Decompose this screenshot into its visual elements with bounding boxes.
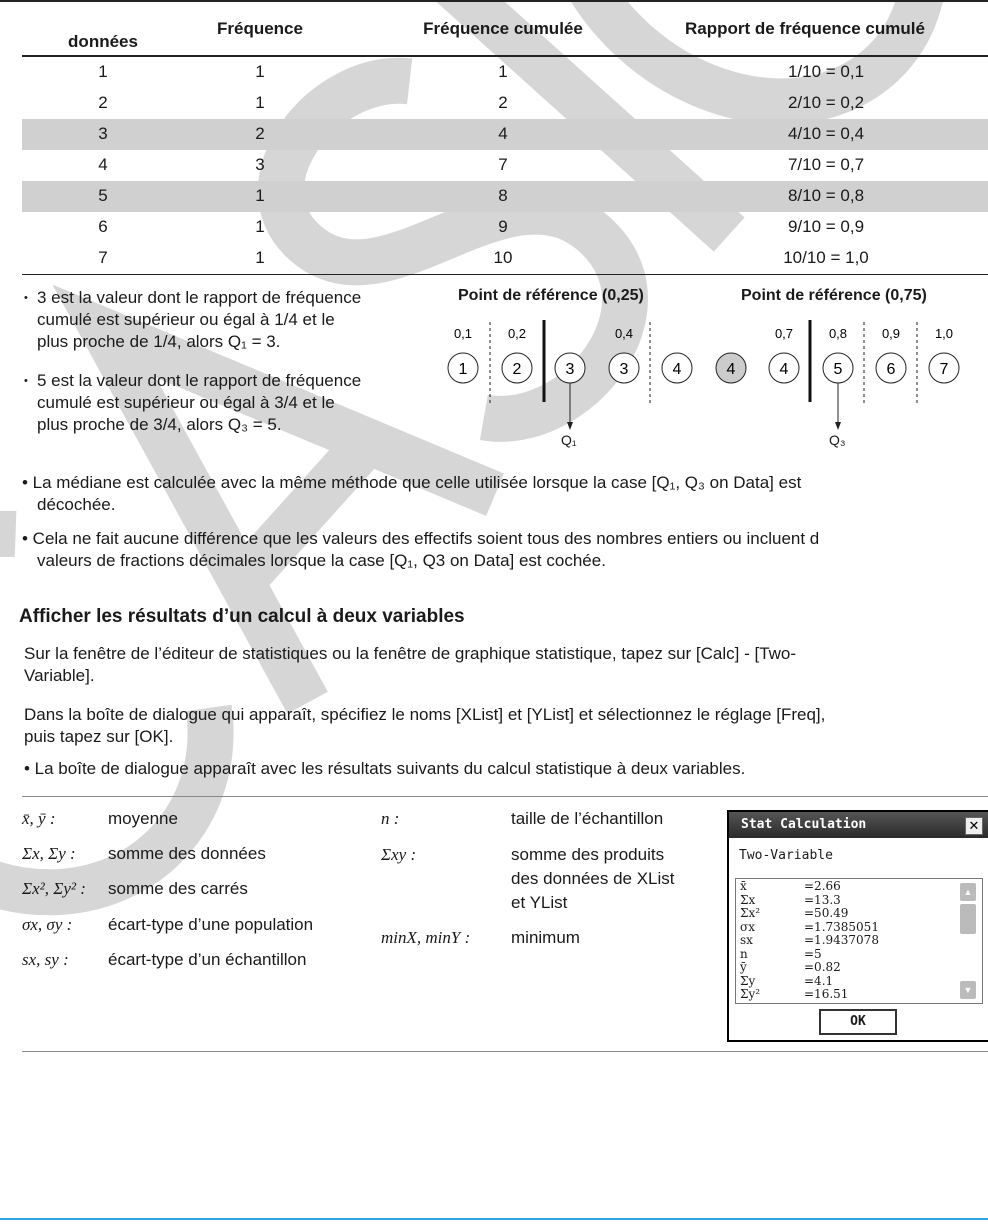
ratio-label: 0,2 <box>507 326 527 341</box>
table-cell: 8/10 = 0,8 <box>787 186 865 205</box>
table-cell: 1 <box>255 248 265 267</box>
result-value: =1.9437078 <box>804 933 879 947</box>
legend-description: des données de XList <box>511 869 675 888</box>
ratio-label: 0,9 <box>881 326 901 341</box>
dialog-subtitle: Two-Variable <box>739 848 833 863</box>
table-cell: 6 <box>98 217 108 236</box>
table-cell: 7 <box>98 248 108 267</box>
table-cell: 10 <box>493 248 513 267</box>
ref-point-075: Point de référence (0,75) <box>741 287 927 304</box>
ratio-label: 0,8 <box>828 326 848 341</box>
table-cell: 7/10 = 0,7 <box>787 155 865 174</box>
ok-button[interactable]: OK <box>819 1009 897 1035</box>
table-cell: 1 <box>498 62 508 81</box>
close-icon[interactable]: ✕ <box>965 817 983 835</box>
result-value: =0.82 <box>804 960 841 974</box>
scroll-down-icon[interactable]: ▼ <box>960 981 976 999</box>
legend-description: somme des carrés <box>108 879 248 898</box>
table-cell: 1 <box>255 93 265 112</box>
th-rapport: Rapport de fréquence cumulé <box>685 19 925 38</box>
bullet-icon: • <box>24 292 28 304</box>
quartile-diagram <box>0 0 988 460</box>
table-cell: 5 <box>98 186 108 205</box>
data-value: 1 <box>458 361 468 378</box>
table-cell: 1 <box>98 62 108 81</box>
result-label: sx <box>740 933 753 947</box>
legend-top-rule <box>22 796 988 797</box>
legend-symbol: Σx, Σy : <box>22 844 76 863</box>
table-cell: 2/10 = 0,2 <box>787 93 865 112</box>
result-value: =2.66 <box>804 879 841 893</box>
data-value: 4 <box>672 361 682 378</box>
result-label: σx <box>740 919 755 934</box>
table-cell: 4/10 = 0,4 <box>787 124 865 143</box>
table-cell: 10/10 = 1,0 <box>783 248 869 267</box>
dialog-title: Stat Calculation <box>729 812 988 838</box>
legend-description: écart-type d’un échantillon <box>108 950 307 969</box>
legend-symbol: sx, sy : <box>22 950 69 969</box>
data-value: 6 <box>886 361 896 378</box>
result-label: Σx <box>740 892 756 907</box>
legend-symbol: minX, minY : <box>381 928 471 947</box>
result-label: n <box>740 946 748 961</box>
table-cell: 9 <box>498 217 508 236</box>
legend-description: somme des produits <box>511 845 665 864</box>
stat-calculation-dialog <box>727 810 988 1042</box>
result-value: =50.49 <box>804 906 849 920</box>
legend-description: et YList <box>511 893 568 912</box>
legend-symbol: Σxy : <box>381 845 417 864</box>
legend-symbol: x̄, ȳ : <box>22 809 56 828</box>
table-cell: 1 <box>255 62 265 81</box>
paragraph-1: Sur la fenêtre de l’éditeur de statistiques ou la fenêtre de graphique statistique, tapez sur [Calc] - [Two- Variable]. <box>24 644 797 685</box>
table-cell: 1/10 = 0,1 <box>787 62 865 81</box>
arrow-head-icon <box>567 422 573 430</box>
table-cell: 2 <box>255 124 265 143</box>
ratio-label: 0,1 <box>453 326 473 341</box>
arrow-head-icon <box>835 422 841 430</box>
data-value: 4 <box>726 361 736 378</box>
th-frequence-cumulee: Fréquence cumulée <box>423 19 583 38</box>
footer-rule <box>0 1218 988 1220</box>
bullet-median: • La médiane est calculée avec la même méthode que celle utilisée lorsque la case [Q₁, Q₃ on Data] est décochée. <box>22 473 802 514</box>
paragraph-2: Dans la boîte de dialogue qui apparaît, spécifiez le noms [XList] et [YList] et sélectionnez le réglage [Freq], puis tapez sur [OK]. <box>24 705 826 746</box>
result-value: =13.3 <box>804 892 841 907</box>
table-cell: 8 <box>498 186 508 205</box>
result-value: =5 <box>804 946 822 961</box>
result-value: =16.51 <box>804 987 849 1001</box>
table-cell: 9/10 = 0,9 <box>787 217 865 236</box>
data-value: 7 <box>939 361 949 378</box>
scroll-up-icon[interactable]: ▲ <box>960 883 976 901</box>
result-label: Σy² <box>740 987 761 1001</box>
ref-point-025: Point de référence (0,25) <box>458 287 644 304</box>
data-value: 5 <box>833 361 843 378</box>
table-cell: 7 <box>498 155 508 174</box>
paragraph-3: • La boîte de dialogue apparaît avec les résultats suivants du calcul statistique à deux variables. <box>24 759 746 778</box>
th-frequence: Fréquence <box>217 19 303 38</box>
data-value: 2 <box>512 361 522 378</box>
legend-description: écart-type d’une population <box>108 915 314 934</box>
result-label: Σx² <box>740 906 761 920</box>
table-cell: 3 <box>98 124 108 143</box>
result-label: x̄ <box>740 879 747 893</box>
result-value: =4.1 <box>804 973 834 988</box>
results-list[interactable] <box>735 878 983 1004</box>
ratio-label: 0,7 <box>774 326 794 341</box>
result-label: ȳ <box>740 960 747 974</box>
legend-symbol: Σx², Σy² : <box>22 879 86 898</box>
ratio-label: 0,4 <box>614 326 634 341</box>
data-value: 3 <box>619 361 629 378</box>
data-value: 4 <box>779 361 789 378</box>
table-cell: 4 <box>98 155 108 174</box>
section-title: Afficher les résultats d’un calcul à deux variables <box>19 606 465 627</box>
th-donnees: données <box>68 32 138 51</box>
legend-description: minimum <box>511 928 580 947</box>
table-cell: 2 <box>98 93 108 112</box>
legend-description: somme des données <box>108 844 266 863</box>
table-cell: 1 <box>255 217 265 236</box>
legend-symbol: σx, σy : <box>22 915 73 934</box>
legend-description: taille de l’échantillon <box>511 809 664 828</box>
legend-symbol: n : <box>381 809 400 828</box>
ratio-label: 1,0 <box>934 326 954 341</box>
table-cell: 2 <box>498 93 508 112</box>
q3-label: Q₃ <box>829 432 846 448</box>
data-value: 3 <box>565 361 575 378</box>
scrollbar-thumb[interactable] <box>960 904 976 934</box>
note-q3: • 5 est la valeur dont le rapport de fréquence cumulé est supérieur ou égal à 3/4 et le plus proche de 3/4, alors Q₃ = 5. <box>24 371 362 434</box>
q1-label: Q₁ <box>561 432 577 448</box>
legend-description: moyenne <box>108 809 178 828</box>
bullet-icon: • <box>24 375 28 387</box>
bullet-fractions: • Cela ne fait aucune différence que les valeurs des effectifs soient tous des nombres entiers ou incluent d valeurs de fractions décimales lorsque la case [Q₁, Q3 on Data] est cochée. <box>22 529 820 570</box>
table-cell: 3 <box>255 155 265 174</box>
result-label: Σy <box>740 973 756 988</box>
legend-bottom-rule <box>22 1051 988 1052</box>
table-cell: 4 <box>498 124 508 143</box>
table-cell: 1 <box>255 186 265 205</box>
note-q1: • 3 est la valeur dont le rapport de fréquence cumulé est supérieur ou égal à 1/4 et le plus proche de 1/4, alors Q₁ = 3. <box>24 288 362 351</box>
result-value: =1.7385051 <box>804 919 879 934</box>
